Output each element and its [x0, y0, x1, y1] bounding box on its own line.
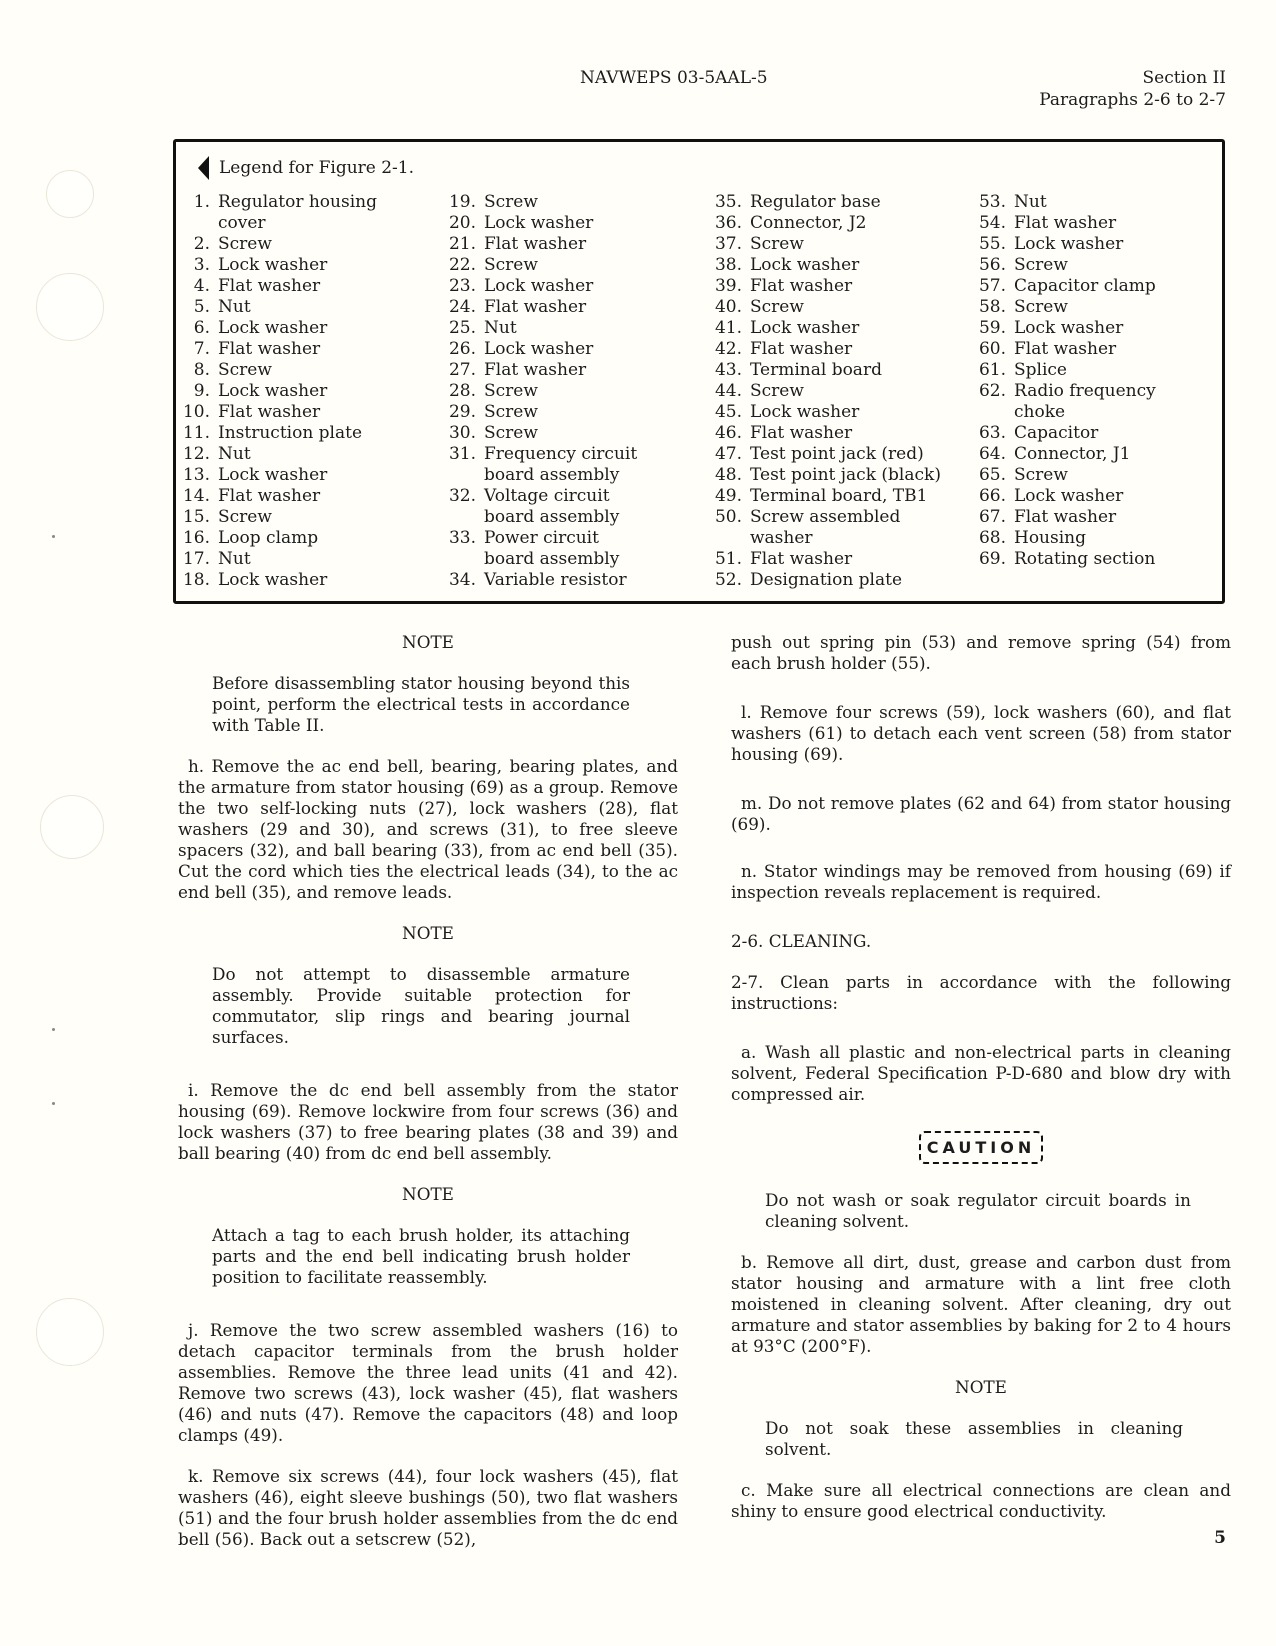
legend-item-number: 51.: [714, 549, 742, 569]
legend-item-label: Regulator housing: [218, 192, 377, 212]
legend-item-label: Housing: [1014, 528, 1087, 548]
legend-item-number: 3.: [193, 255, 210, 275]
caution-body: Do not wash or soak regulator circuit boards in cleaning solvent.: [765, 1190, 1191, 1231]
caution-banner: [731, 1131, 1231, 1164]
legend-item-label: Flat washer: [218, 402, 321, 422]
legend-item-label: Nut: [484, 318, 517, 338]
legend-item-number: 10.: [182, 402, 210, 422]
legend-item-number: 6.: [193, 318, 210, 338]
legend-item-number: 48.: [714, 465, 742, 485]
legend-item: [166, 213, 377, 234]
legend-item-label: Flat washer: [218, 276, 321, 296]
legend-item-label: Instruction plate: [218, 423, 363, 443]
legend-item-number: 43.: [714, 360, 742, 380]
legend-item: [698, 297, 941, 318]
legend-item-number: 41.: [714, 318, 742, 338]
legend-item: [962, 444, 1156, 465]
legend-item: [166, 549, 377, 570]
legend-item: [698, 570, 941, 591]
legend-item-label: Screw: [750, 381, 804, 401]
legend-item: [432, 234, 637, 255]
paragraph-b: b. Remove all dirt, dust, grease and carbon dust from stator housing and armature with a lint free cloth moistened in cleaning solvent. After cleaning, dry out armature and stator assemblies by baking for 2 to 4 hours at 93°C (200°F).: [731, 1252, 1231, 1356]
legend-item-number: 22.: [448, 255, 476, 275]
section-header: [1039, 67, 1226, 111]
legend-item: [962, 528, 1156, 549]
legend-column-4: [962, 192, 1156, 570]
legend-item: [166, 381, 377, 402]
legend-item: [962, 276, 1156, 297]
legend-item-number: 7.: [193, 339, 210, 359]
legend-item-label: washer: [750, 528, 813, 548]
legend-item-number: 13.: [182, 465, 210, 485]
legend-item-number: 19.: [448, 192, 476, 212]
legend-item-number: [432, 465, 484, 486]
legend-item-number: 42.: [714, 339, 742, 359]
legend-item-label: Lock washer: [218, 570, 328, 590]
legend-item: [432, 360, 637, 381]
legend-item-number: 12.: [182, 444, 210, 464]
legend-item-label: Lock washer: [484, 339, 594, 359]
legend-item: [166, 507, 377, 528]
right-text-column: [731, 632, 1231, 1522]
legend-item-label: Screw: [750, 234, 804, 254]
legend-item: [962, 360, 1156, 381]
legend-item-label: choke: [1014, 402, 1066, 422]
legend-item-number: 8.: [193, 360, 210, 380]
legend-column-3: [698, 192, 941, 591]
figure-legend-box: [173, 139, 1225, 604]
paragraph-n: n. Stator windings may be removed from housing (69) if inspection reveals replacement is required.: [731, 861, 1231, 902]
legend-item-label: Lock washer: [218, 465, 328, 485]
legend-item: [962, 192, 1156, 213]
legend-item: [166, 486, 377, 507]
speck: [52, 1028, 55, 1031]
legend-item: [432, 192, 637, 213]
legend-item-label: Flat washer: [1014, 507, 1117, 527]
legend-item-number: 28.: [448, 381, 476, 401]
section-label: Section II: [1142, 68, 1226, 88]
legend-item-number: 64.: [978, 444, 1006, 464]
legend-item-label: Power circuit: [484, 528, 599, 548]
legend-item-label: Nut: [218, 444, 251, 464]
legend-title-row: [198, 156, 414, 180]
legend-item: [698, 192, 941, 213]
legend-item: [166, 234, 377, 255]
legend-item-label: Flat washer: [484, 360, 587, 380]
legend-item-number: 46.: [714, 423, 742, 443]
legend-item-number: 68.: [978, 528, 1006, 548]
legend-item: [962, 213, 1156, 234]
legend-item: [432, 213, 637, 234]
legend-item: [698, 213, 941, 234]
legend-item-label: Flat washer: [1014, 339, 1117, 359]
legend-item: [962, 507, 1156, 528]
legend-item-label: Terminal board: [750, 360, 882, 380]
legend-item: [698, 486, 941, 507]
caution-label: CAUTION: [919, 1131, 1043, 1164]
left-text-column: [178, 632, 678, 1550]
legend-item-number: 29.: [448, 402, 476, 422]
legend-item: [698, 444, 941, 465]
punch-hole: [40, 795, 104, 859]
legend-item: [962, 423, 1156, 444]
legend-item: [432, 444, 637, 465]
note-heading: NOTE: [402, 632, 454, 652]
paragraph-range: Paragraphs 2-6 to 2-7: [1039, 90, 1226, 110]
legend-column-1: [166, 192, 377, 591]
legend-title: Legend for Figure 2-1.: [219, 158, 415, 178]
legend-item-label: Screw: [218, 507, 272, 527]
legend-item: [432, 402, 637, 423]
legend-item-number: 34.: [448, 570, 476, 590]
legend-item-label: Radio frequency: [1014, 381, 1156, 401]
legend-column-2: [432, 192, 637, 591]
legend-item-number: 53.: [978, 192, 1006, 212]
legend-item-label: Screw: [484, 192, 538, 212]
legend-item-label: Screw: [1014, 297, 1068, 317]
legend-item-number: 52.: [714, 570, 742, 590]
legend-item-number: 44.: [714, 381, 742, 401]
legend-item-number: 26.: [448, 339, 476, 359]
punch-hole: [36, 1298, 104, 1366]
legend-item-label: Capacitor clamp: [1014, 276, 1156, 296]
legend-item-label: Capacitor: [1014, 423, 1099, 443]
paragraph-c: c. Make sure all electrical connections are clean and shiny to ensure good electrical conductivity.: [731, 1480, 1231, 1521]
legend-item-label: cover: [218, 213, 266, 233]
legend-item-label: Flat washer: [750, 339, 853, 359]
legend-item: [962, 381, 1156, 402]
paragraph-l: l. Remove four screws (59), lock washers (60), and flat washers (61) to detach each vent screen (58) from stator housing (69).: [731, 702, 1231, 764]
legend-item-label: Lock washer: [750, 255, 860, 275]
legend-item-number: 9.: [193, 381, 210, 401]
legend-item-label: Nut: [1014, 192, 1047, 212]
legend-item-number: 39.: [714, 276, 742, 296]
paragraph-k: k. Remove six screws (44), four lock washers (45), flat washers (46), eight sleeve bushings (50), two flat washers (51) and the four brush holder assemblies from the dc end bell (56). Back out a setscrew (52),: [178, 1466, 678, 1549]
legend-item-number: 37.: [714, 234, 742, 254]
legend-item-number: 25.: [448, 318, 476, 338]
legend-item-label: Screw: [218, 360, 272, 380]
paragraph-m: m. Do not remove plates (62 and 64) from stator housing (69).: [731, 793, 1231, 834]
note-body: Do not attempt to disassemble armature assembly. Provide suitable protection for commutator, slip rings and bearing journal surfaces.: [212, 964, 630, 1047]
legend-item: [166, 360, 377, 381]
legend-item-label: Nut: [218, 297, 251, 317]
legend-item-number: 59.: [978, 318, 1006, 338]
legend-item-number: 55.: [978, 234, 1006, 254]
note-heading: NOTE: [402, 1184, 454, 1204]
punch-hole: [46, 170, 94, 218]
legend-item-label: Flat washer: [484, 297, 587, 317]
note-heading: NOTE: [402, 923, 454, 943]
legend-item-label: Screw: [218, 234, 272, 254]
legend-item-label: Flat washer: [750, 549, 853, 569]
legend-item-number: 58.: [978, 297, 1006, 317]
page-number: 5: [1214, 1528, 1226, 1548]
legend-item: [166, 444, 377, 465]
legend-item-label: board assembly: [484, 549, 620, 569]
legend-item: [698, 234, 941, 255]
legend-item: [166, 423, 377, 444]
legend-item-number: 54.: [978, 213, 1006, 233]
legend-item-number: 40.: [714, 297, 742, 317]
legend-item-number: 15.: [182, 507, 210, 527]
paragraph-2-7: 2-7. Clean parts in accordance with the following instructions:: [731, 972, 1231, 1013]
legend-item-number: 11.: [182, 423, 210, 443]
legend-item: [166, 192, 377, 213]
legend-item: [962, 234, 1156, 255]
legend-item-label: Test point jack (black): [750, 465, 941, 485]
legend-item: [698, 339, 941, 360]
document-number: NAVWEPS 03-5AAL-5: [580, 68, 768, 88]
legend-item: [432, 318, 637, 339]
speck: [52, 1102, 55, 1105]
legend-item-label: Variable resistor: [484, 570, 627, 590]
legend-item-number: [962, 402, 1014, 423]
legend-item: [166, 339, 377, 360]
legend-item-number: 65.: [978, 465, 1006, 485]
legend-item-number: 67.: [978, 507, 1006, 527]
legend-item: [698, 255, 941, 276]
legend-item: [166, 255, 377, 276]
legend-item-label: Lock washer: [484, 213, 594, 233]
legend-item: [698, 423, 941, 444]
speck: [52, 535, 55, 538]
legend-item-label: Flat washer: [218, 486, 321, 506]
legend-item-number: 20.: [448, 213, 476, 233]
legend-item-label: Lock washer: [1014, 234, 1124, 254]
legend-item: [698, 318, 941, 339]
legend-item: [962, 402, 1156, 423]
legend-item-label: Splice: [1014, 360, 1067, 380]
legend-item-number: 33.: [448, 528, 476, 548]
legend-item-number: 69.: [978, 549, 1006, 569]
legend-item: [432, 276, 637, 297]
legend-item: [698, 276, 941, 297]
legend-item-label: Nut: [218, 549, 251, 569]
legend-item-label: Lock washer: [484, 276, 594, 296]
legend-item-number: 36.: [714, 213, 742, 233]
arrow-left-icon: [198, 156, 209, 180]
legend-item-label: Screw: [1014, 465, 1068, 485]
legend-item-number: 27.: [448, 360, 476, 380]
legend-item-label: Rotating section: [1014, 549, 1156, 569]
legend-item-number: 45.: [714, 402, 742, 422]
legend-item-number: 2.: [193, 234, 210, 254]
legend-item: [698, 360, 941, 381]
legend-item-label: Flat washer: [1014, 213, 1117, 233]
legend-item: [432, 339, 637, 360]
legend-item: [166, 402, 377, 423]
legend-item-label: Terminal board, TB1: [750, 486, 928, 506]
legend-item-label: Test point jack (red): [750, 444, 924, 464]
legend-item: [166, 570, 377, 591]
paragraph-k-continued: push out spring pin (53) and remove spring (54) from each brush holder (55).: [731, 632, 1231, 673]
legend-item: [166, 528, 377, 549]
legend-item: [432, 570, 637, 591]
legend-item-label: Screw: [484, 381, 538, 401]
legend-item-label: Lock washer: [1014, 318, 1124, 338]
legend-item-number: 57.: [978, 276, 1006, 296]
legend-item: [698, 549, 941, 570]
legend-item: [698, 402, 941, 423]
legend-item: [166, 276, 377, 297]
legend-item-number: 35.: [714, 192, 742, 212]
legend-item-number: 62.: [978, 381, 1006, 401]
legend-item-label: Lock washer: [1014, 486, 1124, 506]
legend-item-number: 30.: [448, 423, 476, 443]
legend-item: [432, 528, 637, 549]
legend-item-label: Connector, J1: [1014, 444, 1131, 464]
legend-item-label: Flat washer: [218, 339, 321, 359]
note-body: Before disassembling stator housing beyond this point, perform the electrical tests in accordance with Table II.: [212, 673, 630, 735]
legend-item-number: 21.: [448, 234, 476, 254]
legend-item-number: 17.: [182, 549, 210, 569]
legend-item: [432, 297, 637, 318]
legend-item-number: 16.: [182, 528, 210, 548]
legend-item: [432, 486, 637, 507]
legend-item-label: Lock washer: [218, 318, 328, 338]
legend-item: [166, 297, 377, 318]
legend-item: [432, 549, 637, 570]
legend-item-number: [166, 213, 218, 234]
legend-item-label: board assembly: [484, 465, 620, 485]
legend-item-label: Lock washer: [750, 318, 860, 338]
legend-item-label: Lock washer: [218, 255, 328, 275]
legend-item-number: 5.: [193, 297, 210, 317]
legend-item-number: 61.: [978, 360, 1006, 380]
legend-item-label: Flat washer: [484, 234, 587, 254]
legend-item-number: [698, 528, 750, 549]
note-body: Attach a tag to each brush holder, its attaching parts and the end bell indicating brush holder position to facilitate reassembly.: [212, 1225, 630, 1287]
legend-item-label: Screw: [484, 423, 538, 443]
legend-item-number: 31.: [448, 444, 476, 464]
legend-item-label: Frequency circuit: [484, 444, 638, 464]
legend-item-number: 23.: [448, 276, 476, 296]
punch-hole: [36, 273, 104, 341]
legend-item-label: Flat washer: [750, 423, 853, 443]
legend-item-label: Designation plate: [750, 570, 903, 590]
legend-item-label: Screw assembled: [750, 507, 901, 527]
legend-item: [698, 465, 941, 486]
section-heading-cleaning: 2-6. CLEANING.: [731, 931, 872, 951]
legend-item-number: 14.: [182, 486, 210, 506]
legend-item-number: [432, 549, 484, 570]
legend-item-number: 32.: [448, 486, 476, 506]
legend-item: [962, 465, 1156, 486]
legend-item: [962, 339, 1156, 360]
legend-item-number: 60.: [978, 339, 1006, 359]
legend-item-number: 18.: [182, 570, 210, 590]
legend-item-label: Screw: [484, 255, 538, 275]
legend-item: [166, 465, 377, 486]
note-body: Do not soak these assemblies in cleaning solvent.: [765, 1418, 1183, 1459]
paragraph-i: i. Remove the dc end bell assembly from the stator housing (69). Remove lockwire from four screws (36) and lock washers (37) to free bearing plates (38 and 39) and ball bearing (40) from dc end bell assembly.: [178, 1080, 678, 1163]
legend-item-number: 63.: [978, 423, 1006, 443]
legend-item-label: Screw: [1014, 255, 1068, 275]
legend-item-label: Screw: [750, 297, 804, 317]
legend-item: [432, 255, 637, 276]
legend-item-number: 38.: [714, 255, 742, 275]
legend-item: [962, 486, 1156, 507]
legend-item-number: 4.: [193, 276, 210, 296]
legend-item-number: [432, 507, 484, 528]
paragraph-h: h. Remove the ac end bell, bearing, bearing plates, and the armature from stator housing (69) as a group. Remove the two self-locking nuts (27), lock washers (28), flat washers (29 and 30), and screws (31), to free sleeve spacers (32), and ball bearing (33), from ac end bell (35). Cut the cord which ties the electrical leads (34), to the ac end bell (35), and remove leads.: [178, 756, 678, 902]
legend-item-label: Screw: [484, 402, 538, 422]
legend-item: [432, 465, 637, 486]
legend-item-number: 66.: [978, 486, 1006, 506]
legend-item-number: 47.: [714, 444, 742, 464]
legend-item-label: Connector, J2: [750, 213, 867, 233]
legend-item-label: Regulator base: [750, 192, 881, 212]
legend-item: [698, 381, 941, 402]
legend-item-number: 50.: [714, 507, 742, 527]
legend-item-label: Flat washer: [750, 276, 853, 296]
legend-item-number: 1.: [193, 192, 210, 212]
legend-item: [698, 507, 941, 528]
paragraph-j: j. Remove the two screw assembled washers (16) to detach capacitor terminals from the brush holder assemblies. Remove the three lead units (41 and 42). Remove two screws (43), lock washer (45), flat washers (46) and nuts (47). Remove the capacitors (48) and loop clamps (49).: [178, 1320, 678, 1445]
paragraph-a: a. Wash all plastic and non-electrical parts in cleaning solvent, Federal Specification P-D-680 and blow dry with compressed air.: [731, 1042, 1231, 1104]
legend-item: [962, 318, 1156, 339]
legend-item-number: 24.: [448, 297, 476, 317]
legend-item: [432, 381, 637, 402]
legend-item-label: Loop clamp: [218, 528, 319, 548]
legend-item: [962, 549, 1156, 570]
legend-item-label: Lock washer: [218, 381, 328, 401]
legend-item: [432, 507, 637, 528]
legend-item: [432, 423, 637, 444]
legend-item: [962, 297, 1156, 318]
legend-item-label: Lock washer: [750, 402, 860, 422]
note-heading: NOTE: [955, 1377, 1007, 1397]
legend-item-number: 56.: [978, 255, 1006, 275]
legend-item-number: 49.: [714, 486, 742, 506]
legend-item-label: board assembly: [484, 507, 620, 527]
legend-item: [166, 318, 377, 339]
legend-item: [698, 528, 941, 549]
legend-item-label: Voltage circuit: [484, 486, 610, 506]
legend-item: [962, 255, 1156, 276]
